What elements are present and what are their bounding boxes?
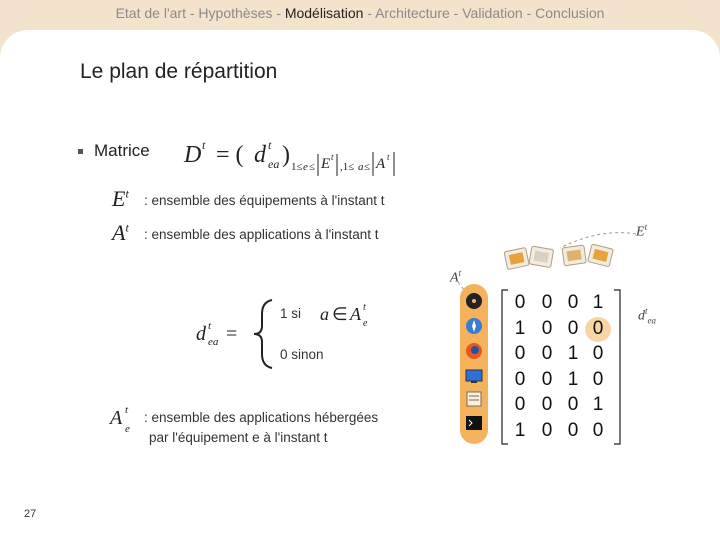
matrix-cell: 0: [592, 368, 604, 390]
matrix-definition-formula: [182, 132, 422, 178]
compass-icon: [466, 318, 482, 334]
svg-text:t: t: [363, 302, 366, 313]
svg-text:): ): [282, 142, 290, 168]
svg-text:ea: ea: [268, 157, 280, 171]
definition-A: : ensemble des applications à l'instant t: [144, 227, 379, 242]
matrix-cell: 0: [592, 419, 604, 441]
nav-item-conclusion[interactable]: Conclusion: [535, 5, 605, 21]
svg-text:E: E: [321, 156, 331, 172]
svg-text:a: a: [358, 161, 364, 173]
nav-item-hypotheses[interactable]: Hypothèses: [198, 5, 273, 21]
svg-text:≤: ≤: [364, 161, 371, 173]
breadcrumb-nav: Etat de l'art - Hypothèses - Modélisation - Architecture - Validation - Conclusion: [115, 5, 605, 21]
terminal-icon: [466, 416, 482, 430]
cell-label: $d^t_{ea}$: [638, 306, 657, 326]
matrix-cell: 0: [514, 394, 526, 415]
column-icons: [500, 238, 630, 284]
membership-formula: [318, 298, 388, 330]
bullet-square-icon: [78, 149, 83, 154]
svg-text:A: A: [350, 304, 361, 324]
matrix-cell: 1: [567, 368, 579, 390]
slide-title: Le plan de répartition: [80, 60, 278, 83]
definition-Ae-line1: : ensemble des applications hébergées: [144, 410, 379, 425]
matrix-cell: 0: [514, 292, 526, 313]
row-icon-strip: [457, 284, 491, 444]
svg-text:e: e: [363, 318, 368, 329]
row-set-label: $A^t$: [450, 268, 462, 286]
symbol-E-t: $E^t$: [112, 186, 129, 211]
device-card-icon: [562, 245, 586, 266]
svg-text:d: d: [196, 323, 206, 345]
svg-text:a: a: [320, 304, 329, 324]
nav-item-architecture[interactable]: Architecture: [375, 5, 450, 21]
svg-text:∈: ∈: [332, 304, 348, 324]
matrix-cell: 1: [567, 343, 579, 364]
matrix-cell: 0: [541, 368, 553, 390]
symbol-A-t: $A^t$: [112, 220, 129, 245]
matrix-cell: 1: [514, 419, 526, 441]
matrix-cell: 0: [567, 292, 579, 313]
matrix-cell: 1: [514, 317, 526, 339]
svg-text:= (: = (: [216, 142, 244, 168]
firefox-icon: [466, 343, 482, 359]
matrix-cell: 0: [541, 317, 553, 339]
svg-text:t: t: [331, 152, 334, 162]
matrix-cell: 0: [592, 343, 604, 364]
matrix-cell: 0: [592, 317, 604, 339]
case-zero-label: 0 sinon: [280, 347, 324, 362]
matrix-cell: 0: [541, 343, 553, 364]
svg-text:A: A: [110, 407, 123, 429]
bullet-matrice: [78, 141, 150, 161]
bullet-label: Matrice: [94, 141, 150, 160]
svg-text:d: d: [254, 142, 266, 168]
definition-E: : ensemble des équipements à l'instant t: [144, 193, 385, 208]
svg-text:t: t: [387, 152, 390, 162]
matrix-cell: 0: [567, 394, 579, 415]
page-number: 27: [24, 508, 37, 520]
svg-text:t: t: [208, 320, 212, 332]
svg-text:=: =: [226, 323, 238, 345]
nav-item-etat[interactable]: Etat de l'art: [115, 5, 186, 21]
device-card-icon: [529, 246, 554, 268]
matrix-cell: 1: [592, 292, 604, 313]
device-card-icon: [588, 244, 614, 267]
svg-text:e: e: [303, 161, 308, 173]
monitor-icon: [466, 370, 482, 383]
svg-text:e: e: [125, 423, 130, 435]
svg-text:t: t: [202, 138, 206, 152]
svg-text:≤: ≤: [309, 161, 316, 173]
matrix-cell: 0: [541, 419, 553, 441]
svg-text:D: D: [184, 142, 202, 168]
nav-item-validation[interactable]: Validation: [462, 5, 523, 21]
svg-text:ea: ea: [208, 336, 219, 348]
svg-text:1≤: 1≤: [291, 161, 303, 173]
symbol-A-e-t: [108, 402, 144, 436]
device-card-icon: [504, 247, 529, 269]
svg-text:,1≤: ,1≤: [340, 161, 355, 173]
matrix-cell: 0: [514, 343, 526, 364]
matrix-cell: 0: [514, 368, 526, 390]
matrix-cell: 1: [592, 394, 604, 415]
matrix-cell: 0: [567, 419, 579, 441]
matrix-cell: 0: [541, 292, 553, 313]
matrix-cell: 0: [541, 394, 553, 415]
document-icon: [467, 392, 481, 406]
matrix-cell: 0: [567, 317, 579, 339]
nav-item-modelisation[interactable]: Modélisation: [284, 5, 364, 21]
film-reel-icon: [466, 293, 482, 309]
case-one-label: 1 si: [280, 306, 302, 321]
column-set-label: $E^t$: [636, 222, 648, 240]
svg-text:t: t: [268, 138, 272, 152]
definition-Ae-line2: par l'équipement e à l'instant t: [149, 430, 328, 445]
svg-text:t: t: [125, 404, 129, 416]
svg-text:A: A: [376, 156, 386, 172]
